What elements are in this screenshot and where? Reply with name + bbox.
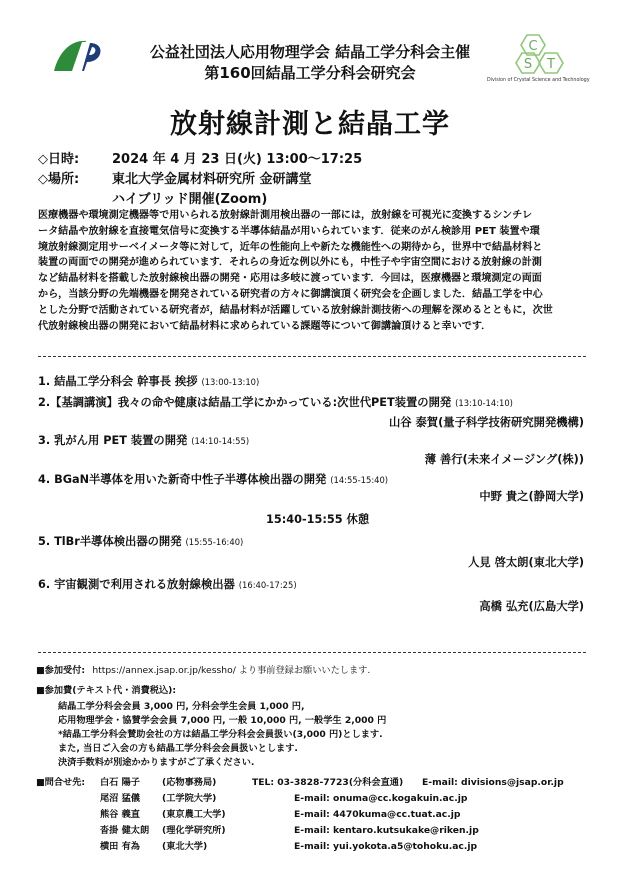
contact-name: 沓掛 健太朗 <box>100 825 150 836</box>
fee-line: 応用物理学会・協賛学会会員 7,000 円, 一般 10,000 円, 一般学生 2,000 円 <box>58 715 387 726</box>
program-speaker: 中野 貴之(静岡大学) <box>479 490 584 503</box>
place-row <box>38 170 312 190</box>
contact-email: E-mail: 4470kuma@cc.tuat.ac.jp <box>294 809 461 820</box>
organizer-line: 公益社団法人応用物理学会 結晶工学分科会主催 <box>149 43 471 61</box>
contact-email: E-mail: yui.yokota.a5@tohoku.ac.jp <box>294 841 478 852</box>
program-title: 5. TlBr半導体検出器の開発 <box>38 535 182 548</box>
program-time: (14:10-14:55) <box>191 436 250 446</box>
contact-affiliation: (理化学研究所) <box>162 825 226 836</box>
contact-row <box>100 840 478 854</box>
svg-text:C: C <box>528 39 538 54</box>
program-speaker: 高橋 弘充(広島大学) <box>479 600 584 613</box>
jsap-logo <box>52 38 102 74</box>
contact-affiliation: (東北大学) <box>162 841 208 852</box>
cst-logo <box>487 31 607 89</box>
svg-text:T: T <box>547 57 555 72</box>
fee-block <box>58 700 386 770</box>
program-item <box>38 373 584 389</box>
contact-row <box>100 808 461 822</box>
break-line: 15:40-15:55 休憩 <box>266 513 370 526</box>
program-item <box>38 394 584 410</box>
contact-affiliation: (東京農工大学) <box>162 809 226 820</box>
program-time: (16:40-17:25) <box>238 580 297 590</box>
registration-label: ■参加受付: <box>36 665 86 676</box>
contact-row <box>100 776 564 790</box>
contact-phone: TEL: 03-3828-7723(分科会直通) <box>252 777 404 788</box>
divider <box>38 356 586 357</box>
registration-url: https://annex.jsap.or.jp/kessho/ より事前登録お願いいたします. <box>92 665 371 676</box>
meeting-line: 第160回結晶工学分科会研究会 <box>204 64 416 82</box>
contact-name: 白石 陽子 <box>100 777 140 788</box>
fee-line: また, 当日ご入会の方も結晶工学分科会会員扱いとします. <box>58 743 298 754</box>
intro-line: とした分野で活動されている研究者が，結晶材料が活躍している放射線計測技術への理解を深めるとともに，次世 <box>38 304 553 316</box>
program-time: (13:00-13:10) <box>201 377 260 387</box>
place-label: ◇場所: <box>38 172 80 187</box>
contact-affiliation: (工学院大学) <box>162 793 217 804</box>
fee-line: *結晶工学分科会賛助会社の方は結晶工学分科会会員扱い(3,000 円)とします. <box>58 729 383 740</box>
intro-line: 代放射線検出器の開発において結晶材料に求められている課題等について御講論頂けると幸いです． <box>38 320 492 332</box>
program-speaker: 山谷 泰賀(量子科学技術研究開発機構) <box>388 416 584 429</box>
program-title: 3. 乳がん用 PET 装置の開発 <box>38 434 188 447</box>
program-title: 4. BGaN半導体を用いた新奇中性子半導体検出器の開発 <box>38 473 327 486</box>
cst-logo-caption: Division of Crystal Science and Technology <box>487 78 590 83</box>
intro-line: から，当該分野の先端機器を開発されている研究者の方々に御講演頂く研究会を企画しました．結晶工学を中心 <box>38 288 543 300</box>
program-time: (13:10-14:10) <box>455 398 513 408</box>
page-title: 放射線計測と結晶工学 <box>170 109 450 140</box>
hybrid-note: ハイブリッド開催(Zoom) <box>112 192 268 207</box>
contact-row <box>100 792 468 806</box>
svg-text:S: S <box>523 57 533 72</box>
date-row <box>38 150 362 170</box>
program-item <box>38 471 584 487</box>
program-item <box>38 533 584 549</box>
program-title: 1. 結晶工学分科会 幹事長 挨拶 <box>38 375 198 388</box>
intro-line: 医療機器や環境測定機器等で用いられる放射線計測用検出器の一部には，放射線を可視光に変換するシンチレ <box>38 210 533 221</box>
program-item <box>38 576 584 592</box>
intro-line: など結晶材料を搭載した放射線検出器の開発・応用は多岐に渡っています．今回は，医療機器と環境測定の両面 <box>38 273 542 285</box>
place-value: 東北大学金属材料研究所 金研講堂 <box>112 172 312 187</box>
contact-affiliation: (応物事務局) <box>162 777 217 788</box>
program-speaker: 薄 善行(未来イメージング(株)) <box>424 453 584 466</box>
contact-email: E-mail: kentaro.kutsukake@riken.jp <box>294 825 479 836</box>
contact-name: 横田 有為 <box>100 841 140 852</box>
program-title: 6. 宇宙観測で利用される放射線検出器 <box>38 578 235 591</box>
program-item <box>38 432 584 448</box>
registration-row <box>36 664 370 678</box>
fee-label: ■参加費(テキスト代・消費税込): <box>36 685 177 696</box>
intro-line: ータ結晶や放射線を直接電気信号に変換する半導体結晶が用いられています．従来のがん検診用 PET 装置や環 <box>38 225 540 237</box>
program-time: (14:55-15:40) <box>330 475 389 485</box>
cst-hexagon-icon <box>515 31 585 79</box>
intro-line: 装置の両面での開発が進められています．それらの身近な例以外にも，中性子や宇宙空間における放射線の計測 <box>38 257 542 269</box>
fee-line: 結晶工学分科会会員 3,000 円, 分科会学生会員 1,000 円, <box>58 701 305 712</box>
program-title: 2.【基調講演】我々の命や健康は結晶工学にかかっている:次世代PET装置の開発 <box>38 396 452 409</box>
intro-paragraph <box>38 208 586 334</box>
divider <box>38 652 586 653</box>
contact-name: 熊谷 義直 <box>100 809 140 820</box>
program-time: (15:55-16:40) <box>185 537 244 547</box>
contact-name: 尾沼 猛儀 <box>100 793 140 804</box>
contact-label: ■問合せ先: <box>36 777 86 788</box>
contact-email: E-mail: onuma@cc.kogakuin.ac.jp <box>294 793 468 804</box>
date-label: ◇日時: <box>38 152 80 167</box>
intro-line: 境放射線測定用サーベイメータ等に対して，近年の性能向上や新たな機能性への期待から，世界中で結晶材料と <box>38 241 543 253</box>
date-value: 2024 年 4 月 23 日(火) 13:00～17:25 <box>112 152 363 167</box>
contact-email: E-mail: divisions@jsap.or.jp <box>422 777 564 788</box>
program-speaker: 人見 啓太朗(東北大学) <box>468 556 584 569</box>
fee-line: 決済手数料が別途かかりますがご了承ください. <box>58 757 255 768</box>
contact-row <box>100 824 479 838</box>
